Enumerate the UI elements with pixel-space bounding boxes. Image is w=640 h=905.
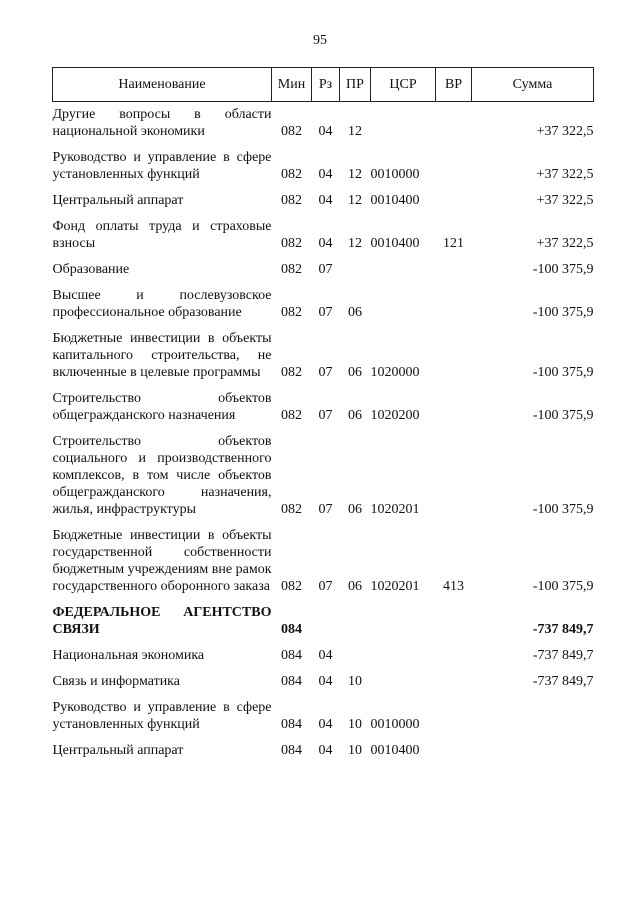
- cell-min: 082: [281, 236, 302, 251]
- header-vr: ВР: [436, 68, 472, 102]
- cell-pr: 06: [348, 365, 362, 380]
- cell-name: Фонд оплаты труда и страховые взносы: [52, 219, 272, 251]
- cell-rz: 04: [318, 124, 333, 139]
- cell-vr: [436, 386, 472, 429]
- cell-rz: 04: [318, 648, 333, 663]
- cell-csr: [371, 102, 436, 146]
- cell-vr: [436, 188, 472, 214]
- cell-min: 084: [281, 674, 302, 689]
- cell-vr: [436, 257, 472, 283]
- cell-min: 082: [281, 262, 302, 277]
- cell-pr: 06: [348, 408, 362, 423]
- header-pr: ПР: [340, 68, 371, 102]
- cell-sum: -737 849,7: [532, 648, 594, 663]
- cell-sum: -737 849,7: [532, 674, 594, 689]
- cell-min: 084: [281, 743, 302, 758]
- cell-sum: +37 322,5: [536, 236, 594, 251]
- cell-name: Руководство и управление в сфере установленных функций: [52, 150, 272, 182]
- cell-rz: 07: [318, 408, 333, 423]
- cell-vr: [436, 738, 472, 764]
- table-row: [53, 738, 594, 764]
- cell-pr: [340, 643, 371, 669]
- cell-sum: -100 375,9: [532, 365, 594, 380]
- cell-min: 082: [281, 408, 302, 423]
- cell-sum: +37 322,5: [536, 124, 594, 139]
- header-name: Наименование: [53, 68, 272, 102]
- cell-vr: [436, 326, 472, 386]
- cell-vr: [436, 669, 472, 695]
- cell-name: Руководство и управление в сфере установленных функций: [52, 700, 272, 732]
- cell-rz: 04: [318, 193, 333, 208]
- cell-vr: [436, 102, 472, 146]
- table-row: [53, 523, 594, 600]
- cell-vr: 413: [443, 579, 464, 594]
- cell-pr: 06: [348, 305, 362, 320]
- cell-rz: 07: [318, 365, 333, 380]
- cell-rz: 04: [318, 167, 333, 182]
- cell-sum: -100 375,9: [532, 579, 594, 594]
- cell-csr: 1020200: [370, 408, 420, 423]
- cell-min: 082: [281, 502, 302, 517]
- cell-sum: -100 375,9: [532, 305, 594, 320]
- cell-csr: [371, 257, 436, 283]
- table-row: [53, 214, 594, 257]
- cell-vr: [436, 429, 472, 523]
- cell-pr: 06: [348, 502, 362, 517]
- cell-min: 082: [281, 365, 302, 380]
- cell-name: Другие вопросы в области национальной экономики: [52, 107, 272, 139]
- cell-min: 082: [281, 167, 302, 182]
- cell-vr: [436, 695, 472, 738]
- cell-pr: [340, 257, 371, 283]
- budget-table: [52, 67, 594, 764]
- table-row: [53, 283, 594, 326]
- cell-sum: -100 375,9: [532, 502, 594, 517]
- header-csr: ЦСР: [371, 68, 436, 102]
- cell-rz: 04: [318, 743, 333, 758]
- cell-min: 084: [281, 622, 302, 637]
- cell-csr: 1020201: [370, 502, 420, 517]
- cell-sum: +37 322,5: [536, 193, 594, 208]
- cell-csr: 0010400: [370, 193, 420, 208]
- cell-pr: 12: [348, 236, 362, 251]
- cell-pr: 12: [348, 167, 362, 182]
- cell-pr: 10: [348, 674, 362, 689]
- cell-csr: [371, 283, 436, 326]
- cell-min: 084: [281, 717, 302, 732]
- table-row: [53, 669, 594, 695]
- table-row: [53, 102, 594, 146]
- cell-rz: 04: [318, 717, 333, 732]
- cell-pr: 10: [348, 743, 362, 758]
- cell-rz: 07: [318, 502, 333, 517]
- cell-sum: -100 375,9: [532, 262, 594, 277]
- table-row: [53, 600, 594, 643]
- cell-min: 082: [281, 305, 302, 320]
- cell-pr: 12: [348, 193, 362, 208]
- cell-rz: 07: [318, 579, 333, 594]
- cell-name: Национальная экономика: [52, 648, 205, 663]
- cell-csr: [371, 643, 436, 669]
- cell-csr: 0010400: [370, 743, 420, 758]
- cell-name: Строительство объектов общегражданского назначения: [52, 391, 272, 423]
- cell-min: 082: [281, 579, 302, 594]
- cell-csr: 0010400: [370, 236, 420, 251]
- cell-vr: 121: [443, 236, 464, 251]
- table-row: [53, 257, 594, 283]
- cell-name: Связь и информатика: [52, 674, 180, 689]
- cell-vr: [436, 283, 472, 326]
- header-sum: Сумма: [472, 68, 594, 102]
- table-row: [53, 145, 594, 188]
- cell-csr: [371, 600, 436, 643]
- cell-name: Центральный аппарат: [52, 743, 184, 758]
- cell-name: Центральный аппарат: [52, 193, 184, 208]
- cell-min: 082: [281, 193, 302, 208]
- cell-pr: 12: [348, 124, 362, 139]
- table-row: [53, 695, 594, 738]
- cell-sum: -100 375,9: [532, 408, 594, 423]
- cell-pr: [340, 600, 371, 643]
- table-header-row: [53, 68, 594, 102]
- cell-rz: [312, 600, 340, 643]
- cell-sum: -737 849,7: [532, 622, 594, 637]
- cell-rz: 07: [318, 305, 333, 320]
- cell-name: Образование: [52, 262, 130, 277]
- cell-sum: [472, 738, 594, 764]
- cell-name: ФЕДЕРАЛЬНОЕ АГЕНТСТВО СВЯЗИ: [52, 605, 272, 637]
- cell-min: 082: [281, 124, 302, 139]
- cell-rz: 04: [318, 236, 333, 251]
- cell-name: Строительство объектов социального и производственного комплексов, в том числе объектов общегражданского назначения, жилья, инфраструктуры: [52, 434, 272, 517]
- cell-vr: [436, 145, 472, 188]
- cell-pr: 06: [348, 579, 362, 594]
- cell-vr: [436, 643, 472, 669]
- cell-sum: [472, 695, 594, 738]
- cell-csr: 0010000: [370, 717, 420, 732]
- cell-vr: [436, 600, 472, 643]
- cell-pr: 10: [348, 717, 362, 732]
- cell-name: Бюджетные инвестиции в объекты государственной собственности бюджетным учреждениям вне рамок государственного оборонного заказа: [52, 528, 272, 594]
- header-rz: Рз: [312, 68, 340, 102]
- table-row: [53, 643, 594, 669]
- table-row: [53, 429, 594, 523]
- cell-csr: 1020201: [370, 579, 420, 594]
- table-row: [53, 188, 594, 214]
- table-row: [53, 326, 594, 386]
- cell-min: 084: [281, 648, 302, 663]
- cell-rz: 07: [318, 262, 333, 277]
- cell-name: Высшее и послевузовское профессиональное образование: [52, 288, 272, 320]
- page-number: 95: [313, 33, 327, 48]
- table-row: [53, 386, 594, 429]
- cell-name: Бюджетные инвестиции в объекты капитального строительства, не включенные в целевые программы: [52, 331, 272, 380]
- cell-csr: 1020000: [370, 365, 420, 380]
- cell-csr: 0010000: [370, 167, 420, 182]
- cell-rz: 04: [318, 674, 333, 689]
- header-min: Мин: [272, 68, 312, 102]
- cell-csr: [371, 669, 436, 695]
- cell-sum: +37 322,5: [536, 167, 594, 182]
